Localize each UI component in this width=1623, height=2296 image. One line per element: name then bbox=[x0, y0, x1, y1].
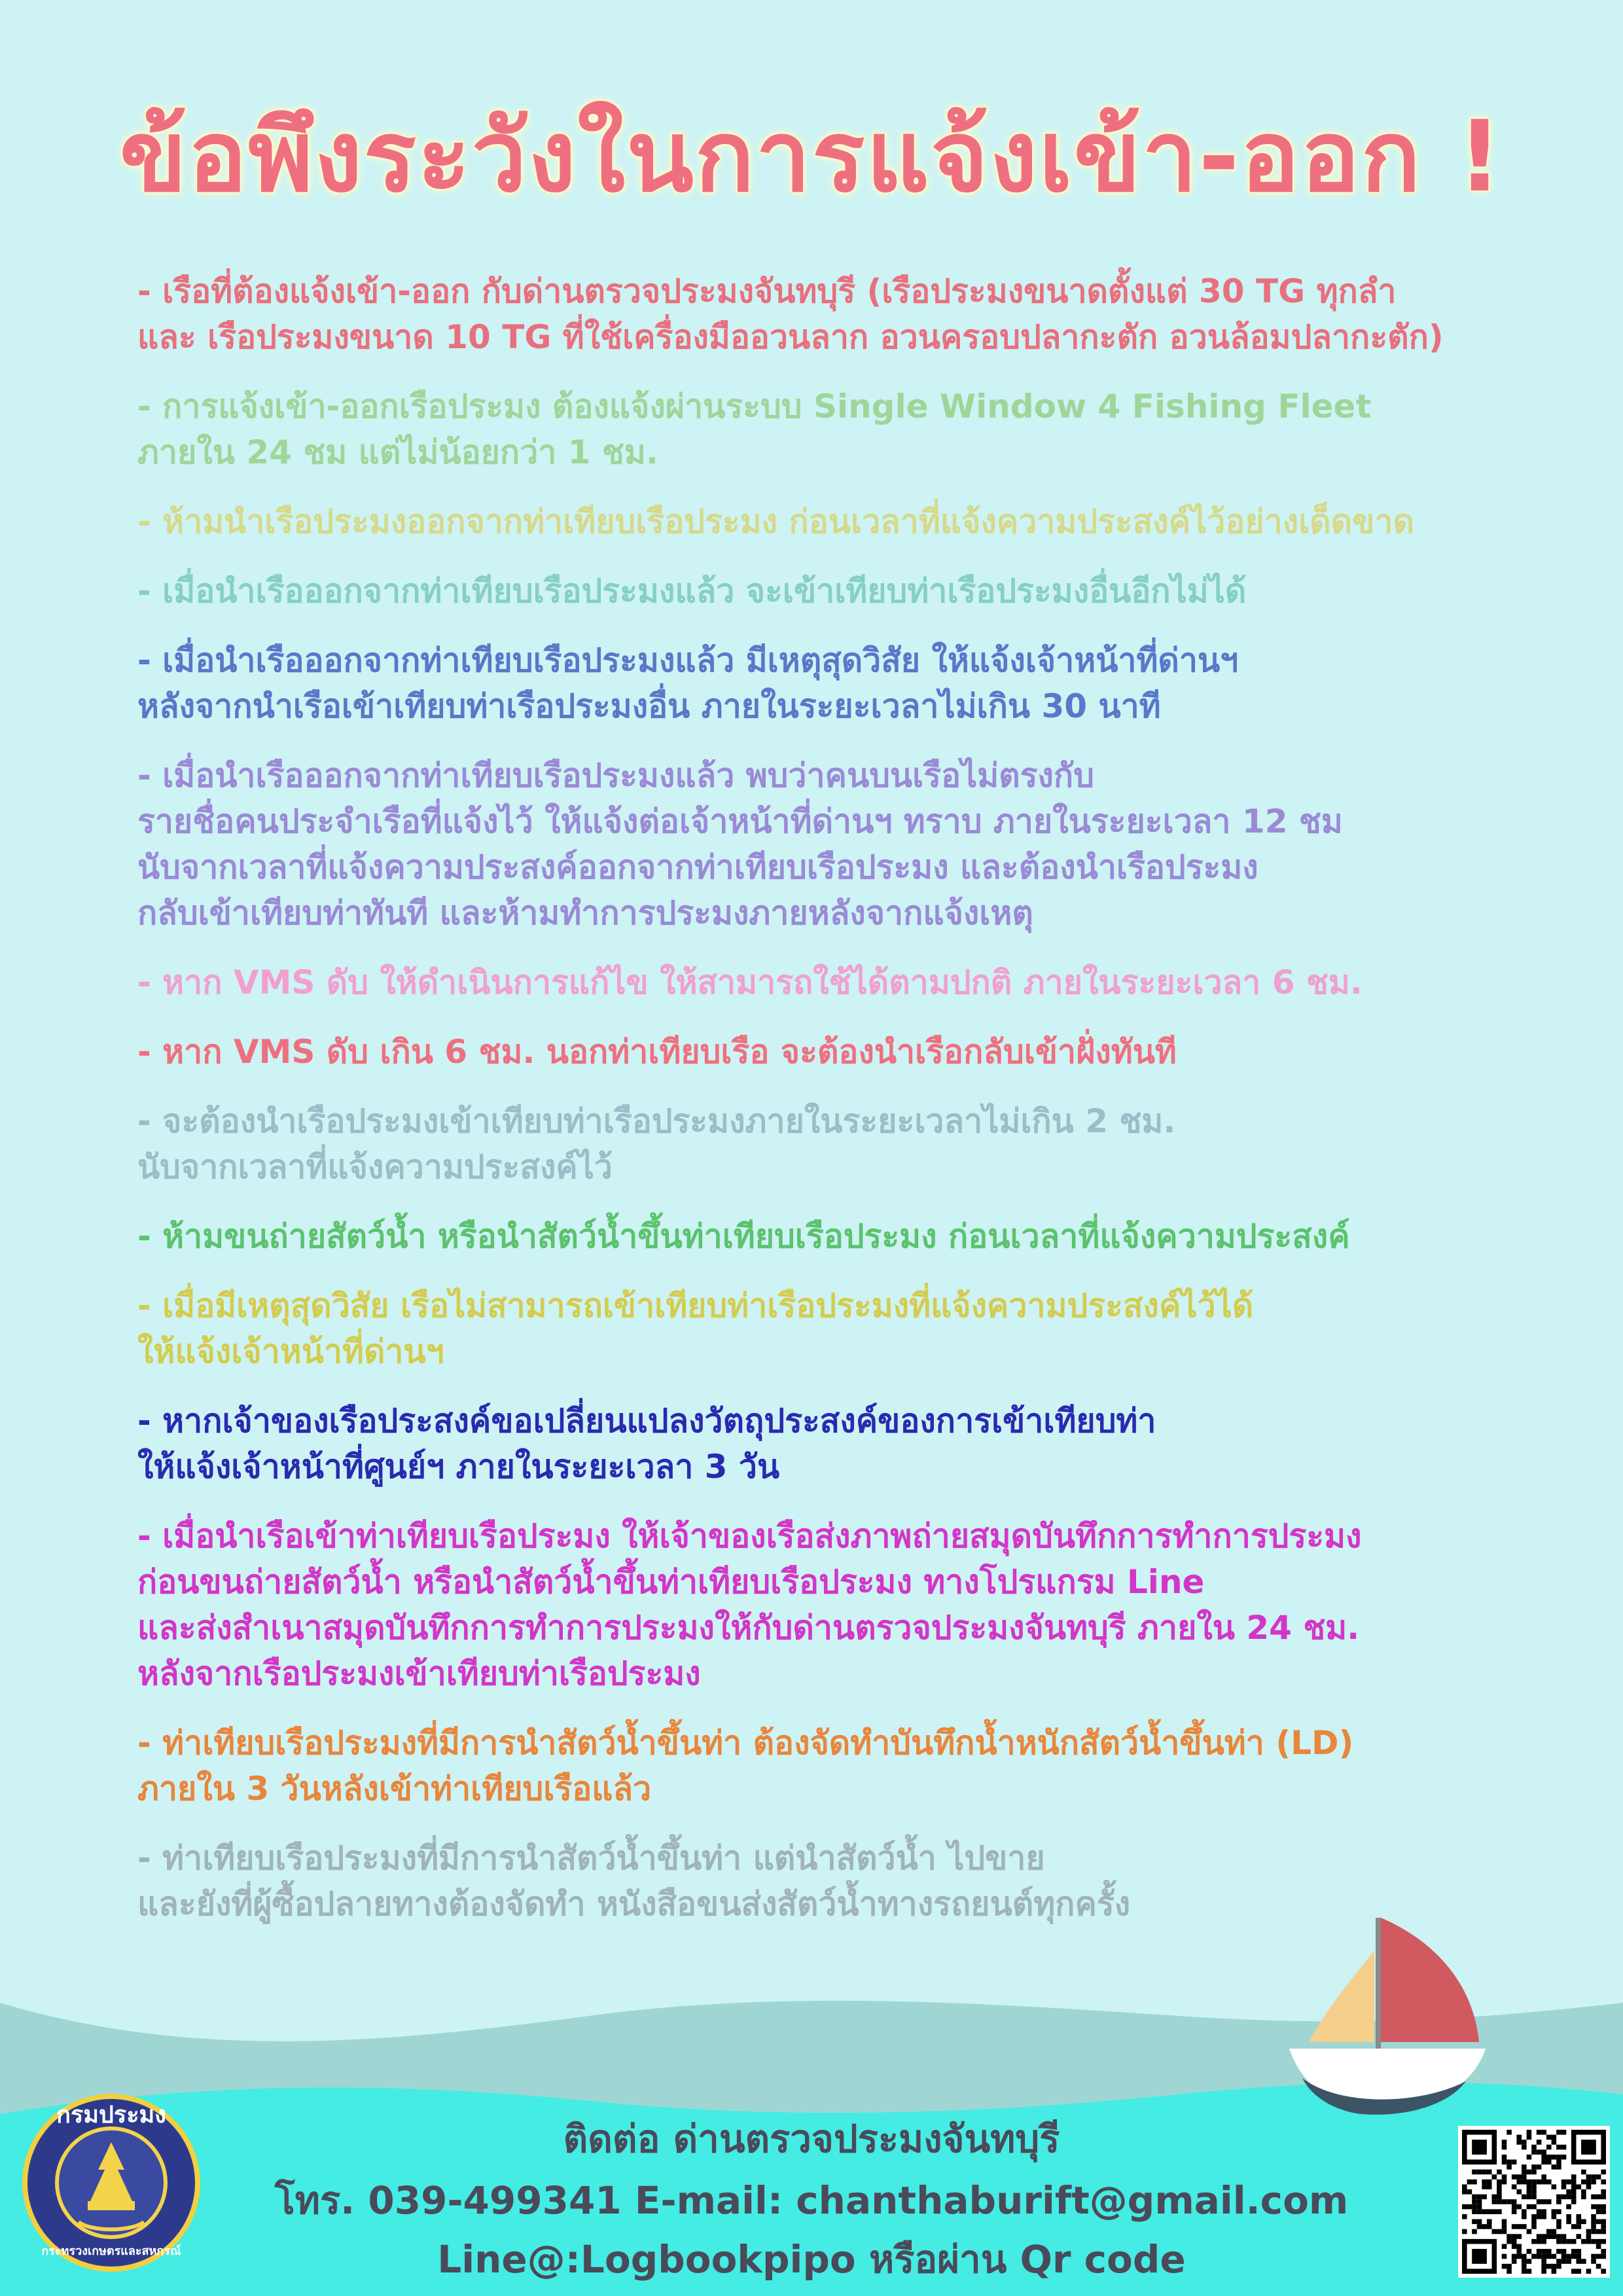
rule-item: - เมื่อนำเรือออกจากท่าเทียบเรือประมงแล้ว จะเข้าเทียบท่าเรือประมงอื่นอีกไม่ได้ bbox=[137, 572, 1247, 610]
rule-item: - หาก VMS ดับ ให้ดำเนินการแก้ไข ให้สามารถใช้ได้ตามปกติ ภายในระยะเวลา 6 ชม. bbox=[137, 963, 1363, 1001]
rule-item: - หาก VMS ดับ เกิน 6 ชม. นอกท่าเทียบเรือ จะต้องนำเรือกลับเข้าฝั่งทันที bbox=[137, 1033, 1177, 1071]
sailboat-icon bbox=[1283, 1911, 1492, 2127]
rule-item: - เมื่อนำเรือออกจากท่าเทียบเรือประมงแล้ว มีเหตุสุดวิสัย ให้แจ้งเจ้าหน้าที่ด่านฯ หลังจากนำเรือเข้าเทียบท่าเรือประมงอื่น ภายในระยะเวลาไม่เกิน 30 นาที bbox=[137, 641, 1239, 725]
rule-item: - เรือที่ต้องแจ้งเข้า-ออก กับด่านตรวจประมงจันทบุรี (เรือประมงขนาดตั้งแต่ 30 TG ทุกลำ และ เรือประมงขนาด 10 TG ที่ใช้เครื่องมืออวนลาก อวนครอบปลากะตัก อวนล้อมปลากะตัก) bbox=[137, 272, 1444, 356]
rule-item: - เมื่อนำเรือออกจากท่าเทียบเรือประมงแล้ว พบว่าคนบนเรือไม่ตรงกับ รายชื่อคนประจำเรือที่แจ้งไว้ ให้แจ้งต่อเจ้าหน้าที่ด่านฯ ทราบ ภายในระยะเวลา 12 ชม นับจากเวลาที่แจ้งความประสงค์ออกจากท่าเทียบเรือประมง และต้องนำเรือประมง กลับเข้าเทียบท่าทันที และห้ามทำการประมงภายหลังจากแจ้งเหตุ bbox=[137, 757, 1343, 932]
department-seal-logo bbox=[20, 2091, 203, 2274]
rules-list bbox=[137, 268, 1538, 1950]
rule-item: - การแจ้งเข้า-ออกเรือประมง ต้องแจ้งผ่านระบบ Single Window 4 Fishing Fleet ภายใน 24 ชม แต่ไม่น้อยกว่า 1 ชม. bbox=[137, 387, 1372, 471]
rule-item: - เมื่อมีเหตุสุดวิสัย เรือไม่สามารถเข้าเทียบท่าเรือประมงที่แจ้งความประสงค์ไว้ได้ ให้แจ้งเจ้าหน้าที่ด่านฯ bbox=[137, 1287, 1254, 1371]
rule-item: - ท่าเทียบเรือประมงที่มีการนำสัตว์น้ำขึ้นท่า ต้องจัดทำบันทึกน้ำหนักสัตว์น้ำขึ้นท่า (LD) ภายใน 3 วันหลังเข้าท่าเทียบเรือแล้ว bbox=[137, 1724, 1354, 1808]
qr-code-icon[interactable] bbox=[1458, 2126, 1610, 2278]
rule-item: - เมื่อนำเรือเข้าท่าเทียบเรือประมง ให้เจ้าของเรือส่งภาพถ่ายสมุดบันทึกการทำการประมง ก่อนขนถ่ายสัตว์น้ำ หรือนำสัตว์น้ำขึ้นท่าเทียบเรือประมง ทางโปรแกรม Line และส่งสำเนาสมุดบันทึกการทำการประมงให้กับด่านตรวจประมงจันทบุรี ภายใน 24 ชม. หลังจากเรือประมงเข้าเทียบท่าเรือประมง bbox=[137, 1517, 1362, 1693]
contact-line-1: ติดต่อ ด่านตรวจประมงจันทบุรี bbox=[563, 2117, 1060, 2161]
rule-item: - ท่าเทียบเรือประมงที่มีการนำสัตว์น้ำขึ้นท่า แต่นำสัตว์น้ำ ไปขาย และยังที่ผู้ซื้อปลายทางต้องจัดทำ หนังสือขนส่งสัตว์น้ำทางรถยนต์ทุกครั้ง bbox=[137, 1839, 1131, 1923]
rule-item: - ห้ามนำเรือประมงออกจากท่าเทียบเรือประมง ก่อนเวลาที่แจ้งความประสงค์ไว้อย่างเด็ดขาด bbox=[137, 503, 1414, 541]
rule-item: - จะต้องนำเรือประมงเข้าเทียบท่าเรือประมงภายในระยะเวลาไม่เกิน 2 ชม. นับจากเวลาที่แจ้งความประสงค์ไว้ bbox=[137, 1102, 1176, 1186]
rule-item: - ห้ามขนถ่ายสัตว์น้ำ หรือนำสัตว์น้ำขึ้นท่าเทียบเรือประมง ก่อนเวลาที่แจ้งความประสงค์ bbox=[137, 1217, 1350, 1255]
rule-item: - หากเจ้าของเรือประสงค์ขอเปลี่ยนแปลงวัตถุประสงค์ของการเข้าเทียบท่า ให้แจ้งเจ้าหน้าที่ศูนย์ฯ ภายในระยะเวลา 3 วัน bbox=[137, 1402, 1156, 1486]
contact-line-2: โทร. 039-499341 E-mail: chanthaburift@gmail.com bbox=[274, 2178, 1349, 2223]
seal-bottom-text: กระทรวงเกษตรและสหกรณ์ bbox=[41, 2244, 181, 2258]
page-title: ข้อพึงระวังในการแจ้งเข้า-ออก ! bbox=[119, 100, 1504, 214]
contact-line-3: Line@:Logbookpipo หรือผ่าน Qr code bbox=[437, 2237, 1186, 2282]
seal-top-text: กรมประมง bbox=[56, 2102, 166, 2128]
